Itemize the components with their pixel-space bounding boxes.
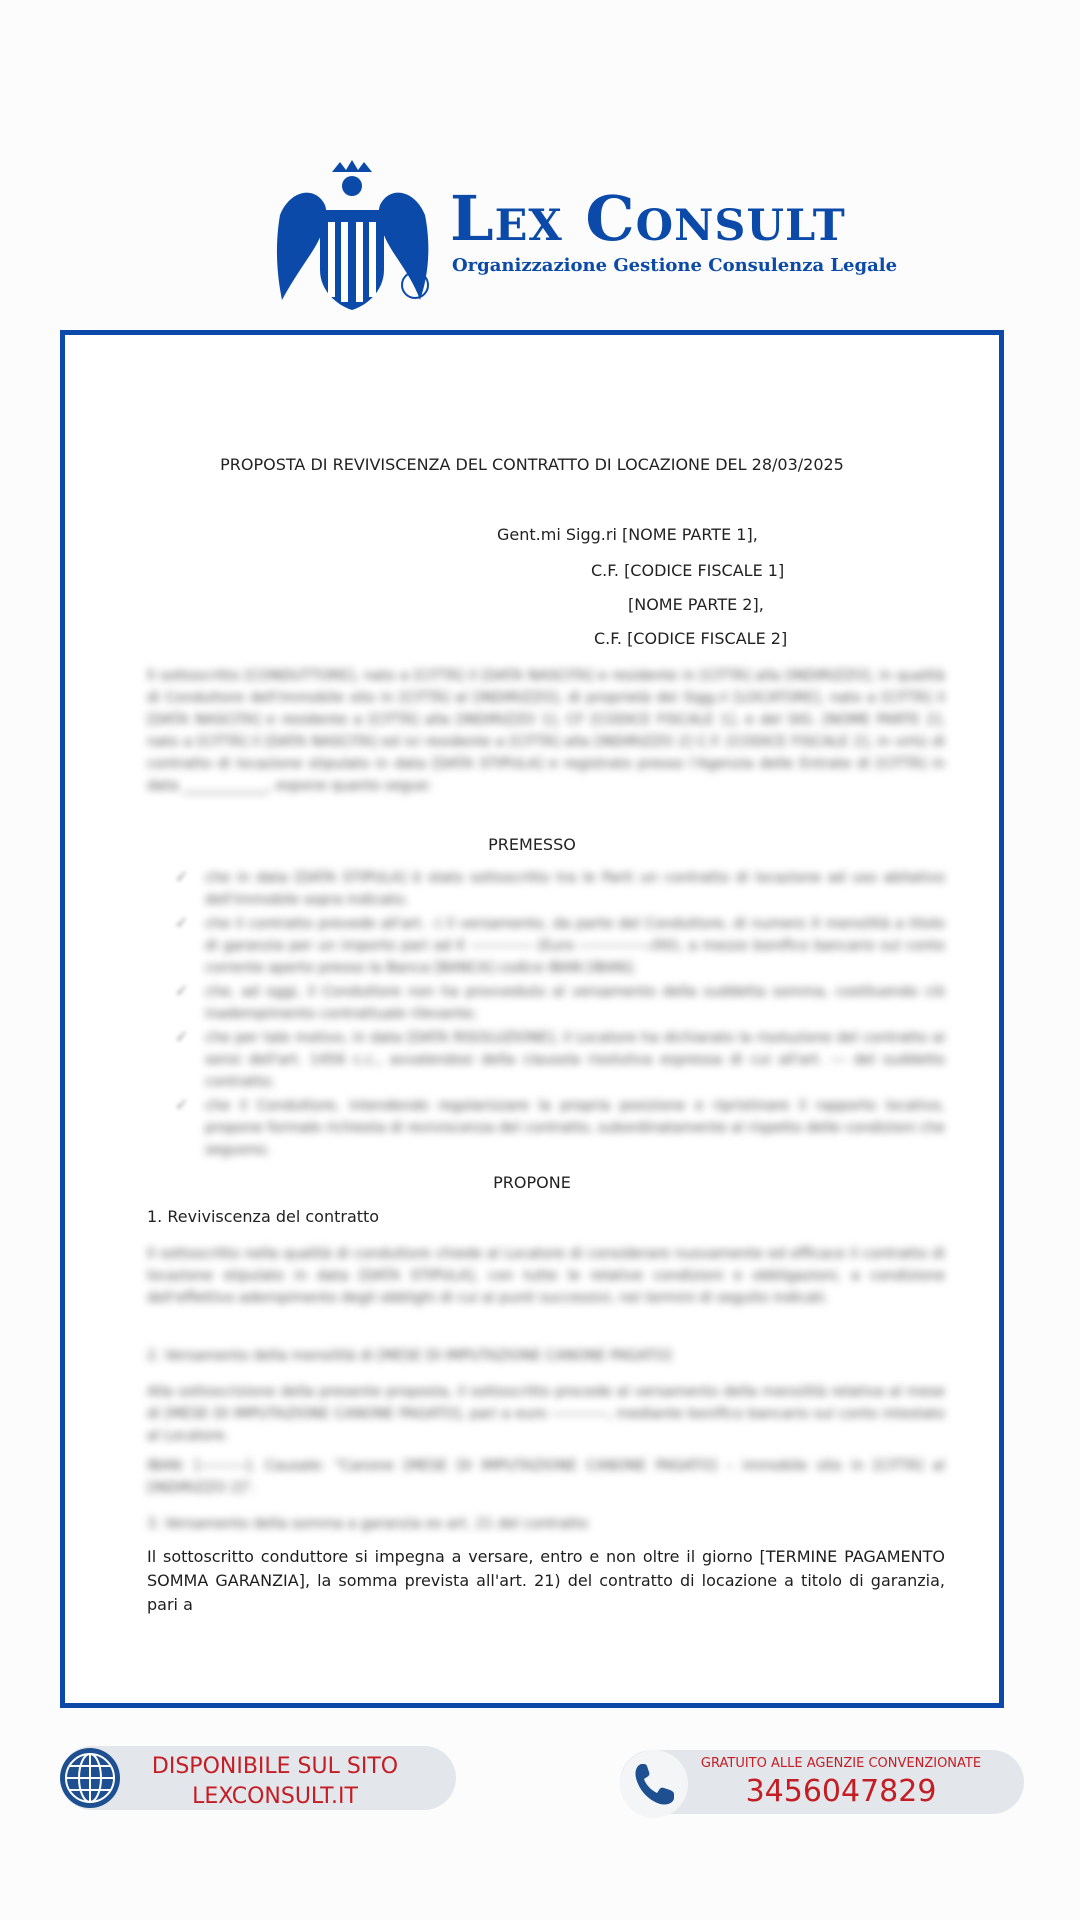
document-title: PROPOSTA DI REVIVISCENZA DEL CONTRATTO DI LOCAZIONE DEL 28/03/2025 xyxy=(220,455,844,474)
brand-name: Lex Consult xyxy=(450,182,846,255)
addressee-party2: [NOME PARTE 2], xyxy=(628,595,764,614)
check-icon: ✓ xyxy=(175,981,189,1000)
site-line1: DISPONIBILE SUL SITO xyxy=(151,1754,399,1779)
list-item: ✓ che in data [DATA STIPULA] è stato sottoscritto tra le Parti un contratto di locazione ad uso abitativo dell'immobile sopra indicato; xyxy=(175,867,945,911)
addressee-cf2: C.F. [CODICE FISCALE 2] xyxy=(594,629,788,648)
document-frame xyxy=(60,330,1004,1708)
list-item: ✓ che il contratto prevede all'art. -) il versamento, da parte del Conduttore, di numero X mensilità a titolo di garanzia per un importo pari ad € ------------ (Euro --------------/00), a mezzo bonifico bancario sul conto corrente aperto presso la Banca [BANCA] codice IBAN [IBAN]; xyxy=(175,913,945,979)
addressee-greeting: Gent.mi Sigg.ri [NOME PARTE 1], xyxy=(497,525,758,544)
brand-tagline: Organizzazione Gestione Consulenza Legale xyxy=(452,255,898,276)
intro-paragraph: Il sottoscritto [CONDUTTORE], nato a [CITTÀ] il [DATA NASCITA] e residente in [CITTÀ] alla [INDIRIZZO], in qualità di Conduttore dell'immobile sito in [CITTÀ] al [INDIRIZZO], di proprietà dei Sigg.ri [LOCATORE], nato a [CITTÀ] il [DATA NASCITA] e residente a [CITTÀ] alla [INDIRIZZO 1], CF [CODICE FISCALE 1], e del SIG. [NOME PARTE 2], nato a [CITTÀ] il [DATA NASCITA] ed ivi residente a [CITTÀ] alla [INDIRIZZO 2] C.F. [CODICE FISCALE 2], in virtù di contratto di locazione stipulato in data [DATA STIPULA] e registrato presso l'Agenzia delle Entrate di [CITTÀ] in data ____________, espone quanto segue: xyxy=(147,668,945,794)
check-icon: ✓ xyxy=(175,867,189,886)
premesso-list xyxy=(175,867,945,1163)
check-icon: ✓ xyxy=(175,1027,189,1046)
section2-title: 2. Versamento della mensilità di [MESE DI IMPUTAZIONE CANONE PAGATO] xyxy=(147,1348,672,1364)
section3-title: 3. Versamento della somma a garanzia ex art. 21 del contratto xyxy=(147,1516,589,1532)
site-link[interactable]: LEXCONSULT.IT xyxy=(192,1784,358,1809)
check-icon: ✓ xyxy=(175,913,189,932)
list-item: ✓ che il Conduttore, intendendo regolarizzare la propria posizione e ripristinare il rapporto locativo, propone formale richiesta di reviviscenza del contratto, subordinatamente al rispetto delle condizioni che seguono; xyxy=(175,1095,945,1161)
phone-icon xyxy=(620,1750,688,1818)
check-icon: ✓ xyxy=(175,1095,189,1114)
section2-iban: IBAN: [---------]. Causale: "Canone [MESE DI IMPUTAZIONE CANONE PAGATO] – immobile sito in [CITTÀ] al [INDIRIZZO 2]". xyxy=(147,1458,945,1496)
globe-icon xyxy=(58,1746,122,1810)
list-item: ✓ che, ad oggi, il Conduttore non ha provveduto al versamento della suddetta somma, costituendo ciò inadempimento contrattuale rilevante; xyxy=(175,981,945,1025)
crest-logo-icon xyxy=(270,160,435,310)
propone-heading: PROPONE xyxy=(493,1173,571,1192)
section2-body: Alla sottoscrizione della presente proposta, il sottoscritto procede al versamento della mensilità relativa al mese di [MESE DI IMPUTAZIONE CANONE PAGATO], pari a euro -----------, mediante bonifico bancario sul conto intestato al Locatore. xyxy=(147,1384,945,1444)
premesso-heading: PREMESSO xyxy=(488,835,576,854)
section1-title: 1. Reviviscenza del contratto xyxy=(147,1207,380,1226)
free-label: GRATUITO ALLE AGENZIE CONVENZIONATE xyxy=(700,1756,982,1771)
site-text[interactable] xyxy=(130,1752,420,1812)
section1-body: Il sottoscritto nella qualità di conduttore chiede al Locatore di considerare nuovamente ed efficace il contratto di locazione stipulato in data [DATA STIPULA], con tutte le relative condizioni e obbligazioni, a condizione dell'effettivo adempimento degli obblighi di cui ai punti successivi, nei termini di seguito indicati. xyxy=(147,1246,945,1306)
section3-body: Il sottoscritto conduttore si impegna a versare, entro e non oltre il giorno [TERMINE PAGAMENTO SOMMA GARANZIA], la somma prevista all'art. 21) del contratto di locazione a titolo di garanzia, pari a xyxy=(147,1547,945,1614)
phone-number[interactable]: 3456047829 xyxy=(745,1774,937,1809)
addressee-cf1: C.F. [CODICE FISCALE 1] xyxy=(591,561,785,580)
list-item: ✓ che per tale motivo, in data [DATA RISOLUZIONE], il Locatore ha dichiarato la risoluzione del contratto ai sensi dell'art. 1456 c.c., avvalendosi della clausola risolutiva espressa di cui all'art. --- del suddetto contratto; xyxy=(175,1027,945,1093)
brand-header xyxy=(270,160,898,310)
